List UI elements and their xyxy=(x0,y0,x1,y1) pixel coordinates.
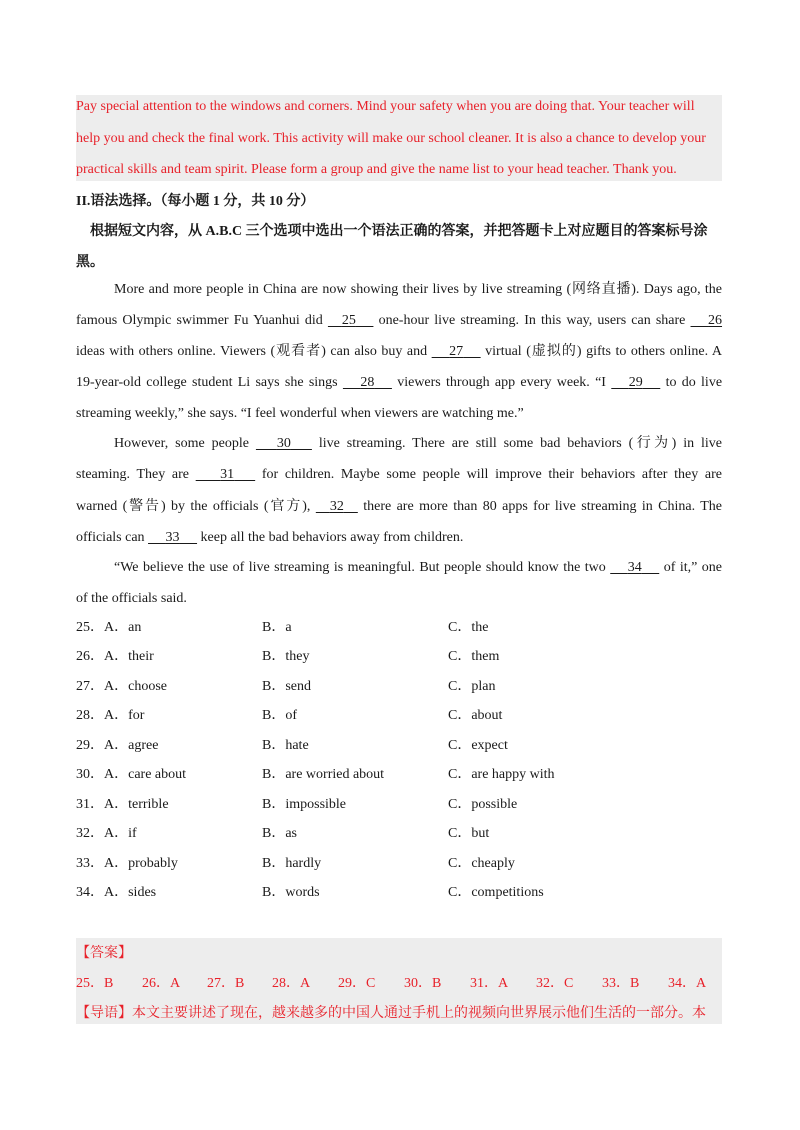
option-c: C．plan xyxy=(448,679,496,694)
passage-text: famous Olympic swimmer Fu Yuanhui did xyxy=(76,313,323,328)
option-a: 31．A．terrible xyxy=(76,797,169,812)
passage-line xyxy=(76,465,722,485)
option-b: B．are worried about xyxy=(262,767,385,782)
blank-number: 34 xyxy=(627,560,642,575)
passage-line xyxy=(114,558,722,578)
answer-guide: 【导语】本文主要讲述了现在，越来越多的中国人通过手机上的视频向世界展示他们生活的一部分。本 xyxy=(76,1006,706,1021)
passage-text: keep all the bad behaviors away from children. xyxy=(200,530,464,545)
blank-number: 27 xyxy=(449,344,464,359)
passage-line xyxy=(76,311,722,331)
passage-text: streaming weekly,” she says. “I feel wonderful when viewers are watching me.” xyxy=(76,406,524,421)
passage-line xyxy=(76,528,463,548)
notice-line-3: practical skills and team spirit. Please form a group and give the name list to your head teacher. Thank you. xyxy=(76,162,677,177)
passage-text: of the officials said. xyxy=(76,591,187,606)
blank-26 xyxy=(691,311,723,331)
passage-line xyxy=(76,373,722,393)
passage-text: More and more people in China are now showing their lives by live streaming (网络直播). Days ago, the xyxy=(114,282,722,297)
passage-line xyxy=(114,434,722,454)
blank-32 xyxy=(316,497,358,517)
passage-line xyxy=(76,404,524,424)
answer-item: 25．B xyxy=(76,976,114,991)
answer-item: 32．C xyxy=(536,976,574,991)
passage-text: to do live xyxy=(665,375,723,390)
option-b: B．hardly xyxy=(262,856,322,871)
section-instruction-1: 根据短文内容，从 A.B.C 三个选项中选出一个语法正确的答案，并把答题卡上对应题目的答案标号涂 xyxy=(90,224,708,239)
option-b: B．impossible xyxy=(262,797,347,812)
option-c: C．but xyxy=(448,826,490,841)
option-a: 32．A．if xyxy=(76,826,137,841)
option-c: C．the xyxy=(448,620,489,635)
passage-line xyxy=(114,280,722,300)
option-a: 30．A．care about xyxy=(76,767,187,782)
section-title: II.语法选择。（每小题 1 分，共 10 分） xyxy=(76,194,315,209)
answer-item: 26．A xyxy=(142,976,181,991)
passage-text: for children. Maybe some people will improve their behaviors after they are xyxy=(261,467,723,482)
blank-number: 28 xyxy=(360,375,375,390)
section-instruction-2: 黑。 xyxy=(76,255,104,270)
passage-text: virtual (虚拟的) gifts to others online. A xyxy=(485,344,722,359)
option-b: B．a xyxy=(262,620,292,635)
answer-key-row xyxy=(76,972,722,992)
option-b: B．they xyxy=(262,649,310,664)
passage-line xyxy=(76,589,187,609)
option-c: C．competitions xyxy=(448,885,544,900)
blank-25 xyxy=(328,311,374,331)
blank-number: 26 xyxy=(708,313,723,328)
answer-item: 27．B xyxy=(207,976,245,991)
blank-34 xyxy=(610,558,659,578)
option-a: 29．A．agree xyxy=(76,738,159,753)
passage-text: of it,” one xyxy=(663,560,723,575)
passage-text: one-hour live streaming. In this way, users can share xyxy=(378,313,686,328)
blank-number: 33 xyxy=(165,530,180,545)
passage-text: ideas with others online. Viewers (观看者) can also buy and xyxy=(76,344,428,359)
passage-text: “We believe the use of live streaming is meaningful. But people should know the two xyxy=(114,560,606,575)
blank-31 xyxy=(196,465,256,485)
notice-line-1: Pay special attention to the windows and corners. Mind your safety when you are doing that. Your teacher will xyxy=(76,99,695,114)
option-c: C．possible xyxy=(448,797,518,812)
answer-heading: 【答案】 xyxy=(76,946,132,961)
passage-text: viewers through app every week. “I xyxy=(397,375,606,390)
passage-line xyxy=(76,497,722,517)
passage-text: there are more than 80 apps for live streaming in China. The xyxy=(363,499,723,514)
option-c: C．expect xyxy=(448,738,508,753)
passage-text: However, some people xyxy=(114,436,249,451)
option-c: C．cheaply xyxy=(448,856,515,871)
blank-number: 32 xyxy=(329,499,344,514)
blank-number: 25 xyxy=(341,313,356,328)
option-b: B．as xyxy=(262,826,297,841)
blank-29 xyxy=(611,373,660,393)
passage-text: steaming. They are xyxy=(76,467,189,482)
blank-30 xyxy=(256,434,312,454)
answer-item: 29．C xyxy=(338,976,376,991)
option-b: B．of xyxy=(262,708,297,723)
option-b: B．send xyxy=(262,679,311,694)
answer-item: 33．B xyxy=(602,976,640,991)
option-c: C．about xyxy=(448,708,503,723)
blank-33 xyxy=(148,528,197,548)
answer-item: 34．A xyxy=(668,976,707,991)
passage-text: 19-year-old college student Li says she sings xyxy=(76,375,338,390)
option-a: 25．A．an xyxy=(76,620,142,635)
blank-number: 29 xyxy=(628,375,643,390)
option-c: C．them xyxy=(448,649,500,664)
blank-28 xyxy=(343,373,392,393)
blank-number: 30 xyxy=(276,436,291,451)
answer-item: 28．A xyxy=(272,976,311,991)
passage-text: warned (警告) by the officials (官方), xyxy=(76,499,311,514)
notice-line-2: help you and check the final work. This activity will make our school cleaner. It is also a chance to develop your xyxy=(76,131,706,146)
option-a: 28．A．for xyxy=(76,708,145,723)
option-b: B．hate xyxy=(262,738,309,753)
option-a: 34．A．sides xyxy=(76,885,157,900)
passage-text: officials can xyxy=(76,530,145,545)
passage-line xyxy=(76,342,722,362)
blank-number: 31 xyxy=(220,467,235,482)
option-a: 26．A．their xyxy=(76,649,154,664)
option-a: 27．A．choose xyxy=(76,679,167,694)
option-c: C．are happy with xyxy=(448,767,555,782)
option-b: B．words xyxy=(262,885,320,900)
answer-item: 30．B xyxy=(404,976,442,991)
passage-text: live streaming. There are still some bad behaviors (行为) in live xyxy=(318,436,723,451)
option-a: 33．A．probably xyxy=(76,856,178,871)
blank-27 xyxy=(432,342,481,362)
answer-item: 31．A xyxy=(470,976,509,991)
